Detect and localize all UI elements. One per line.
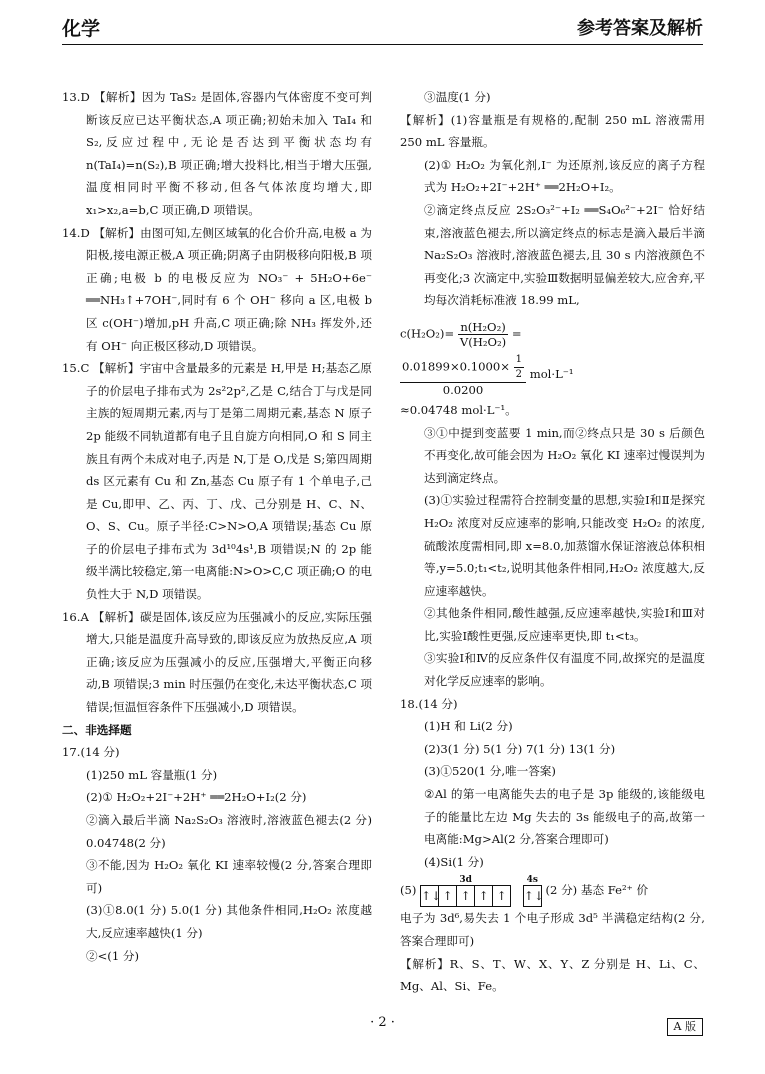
orbital-4s (523, 875, 542, 907)
unit-label: mol·L⁻¹ (529, 366, 574, 381)
orbital-box: ↑↓ (421, 889, 442, 904)
orbital-suffix: (2 分) 基态 Fe²⁺ 价 (545, 883, 649, 898)
orbital-diagram-line (400, 875, 705, 907)
paragraph: (4)Si(1 分) (424, 854, 484, 869)
paragraph: 14.D 【解析】由图可知,左侧区域氧的化合价升高,电极 a 为阳极,接电源正极,A 项正确;阴离子由阴极移向阳极,B 项正确;电极 b 的电极反应为 NO₃⁻ + 5H₂O+6e⁻ ══NH₃↑+7OH⁻,同时有 6 个 OH⁻ 移向 a 区,电极 b 区 c(OH⁻)增加,pH 升高,C 项正确;除 NH₃ 挥发外,还有 OH⁻ 向正极区移动,D 项错误。 (62, 225, 372, 353)
paragraph: (3)①520(1 分,唯一答案) (424, 764, 556, 779)
page-number: · 2 · (370, 1015, 395, 1030)
paragraph: ②滴入最后半滴 Na₂S₂O₃ 溶液时,溶液蓝色褪去(2 分) 0.04748(2 分) (86, 813, 372, 850)
page-header (62, 14, 703, 44)
orbital-box: ↑ (456, 886, 474, 906)
paragraph: ②<(1 分) (86, 948, 140, 963)
paragraph: 16.A 【解析】碳是固体,该反应为压强减小的反应,实际压强增大,只能是温度升高导致的,即该反应为放热反应,A 项正确;该反应为压强减小的反应,压强增大,平衡正向移动,B 项错误;3 min 时压强仍在变化,未达平衡状态,C 项错误;恒温恒容条件下压强减小,D 项错误。 (62, 609, 372, 715)
paragraph: (3)①8.0(1 分) 5.0(1 分) 其他条件相同,H₂O₂ 浓度越大,反应速率越快(1 分) (86, 903, 372, 940)
paragraph: ②其他条件相同,酸性越强,反应速率越快,实验Ⅰ和Ⅲ对比,实验Ⅰ酸性更强,反应速率更快,即 t₁<t₃。 (424, 606, 705, 643)
orbital-4s-label: 4s (526, 875, 538, 886)
paragraph: 【解析】(1)容量瓶是有规格的,配制 250 mL 溶液需用 250 mL 容量瓶。 (400, 112, 705, 150)
paragraph: ③温度(1 分) (424, 90, 491, 104)
formula-result: ≈0.04748 mol·L⁻¹。 (400, 402, 517, 417)
orbital-prefix: (5) (400, 883, 417, 898)
subject-title: 化学 (62, 18, 101, 40)
header-divider (62, 44, 703, 45)
paragraph: ②Al 的第一电离能失去的电子是 3p 能级的,该能级电子的能量比左边 Mg 失去的 3s 能级电子的高,故第一电离能:Mg>Al(2 分,答案合理即可) (424, 787, 705, 847)
ratio-fraction (458, 320, 508, 349)
paragraph: 13.D 【解析】因为 TaS₂ 是固体,容器内气体密度不变可判断该反应已达平衡状态,A 项正确;初始未加入 TaI₄ 和 S₂,反应过程中,无论是否达到平衡状态均有 n(TaI₄)=n(S₂),B 项正确;增大投料比,相当于增大压强,温度相同时平衡不移动,但各气体浓度均增大,即 x₁>x₂,a=b,C 项正确,D 项错误。 (62, 90, 372, 217)
half-fraction (514, 353, 524, 382)
paragraph: 18.(14 分) (400, 696, 458, 711)
left-column (62, 86, 372, 967)
orbital-3d-boxes (420, 885, 511, 907)
paragraph: (3)①实验过程需符合控制变量的思想,实验Ⅰ和Ⅱ是探究 H₂O₂ 浓度对反应速率的影响,只能改变 H₂O₂ 的浓度,硫酸浓度需相同,即 x=8.0,加蒸馏水保证溶液总体积相等,y=5.0;t₁<t₂,说明其他条件相同,H₂O₂ 浓度越大,反应速率越快。 (424, 493, 705, 598)
value-numerator: 0.01899×0.1000× (402, 359, 510, 374)
paragraph: 15.C 【解析】宇宙中含量最多的元素是 H,甲是 H;基态乙原子的价层电子排布式为 2s²2p²,乙是 C,结合丁与戊是同主族的短周期元素,丙与丁是第二周期元素,基态 N 原子 2p 能级不同轨道都有电子且自旋方向相同,O 和 S 同主族且有两个未成对电子,丙是 N,丁是 O,戊是 S;第四周期 ds 区元素有 Cu 和 Zn,基态 Cu 原子有 1 个单电子,己是 Cu,即甲、乙、丙、丁、戊、己分别是 H、C、N、O、S、Cu。原子半径:C>N>O,A 项错误;基态 Cu 原子的价层电子排布式为 3d¹⁰4s¹,B 项错误;N 的 2p 能级半满比较稳定,第一电离能:N>O>C,C 项正确;O 的电负性大于 N,D 项错误。 (62, 361, 372, 602)
right-column (400, 86, 705, 998)
half-denominator: 2 (515, 368, 523, 380)
paragraph: ③不能,因为 H₂O₂ 氧化 KI 速率较慢(2 分,答案合理即可) (86, 858, 372, 895)
paragraph: (2)3(1 分) 5(1 分) 7(1 分) 13(1 分) (424, 741, 616, 756)
fraction-numerator: n(H₂O₂) (458, 320, 508, 335)
fraction-denominator: V(H₂O₂) (459, 334, 507, 349)
orbital-3d-label: 3d (459, 875, 472, 886)
paragraph: 二、非选择题 (62, 722, 132, 737)
orbital-4s-boxes (523, 885, 542, 907)
paragraph: (2)① H₂O₂+2I⁻+2H⁺ ══2H₂O+I₂(2 分) (86, 790, 307, 805)
equals-sign: = (511, 326, 522, 341)
paragraph: (1)250 mL 容量瓶(1 分) (86, 767, 218, 782)
orbital-box: ↑ (438, 886, 456, 906)
paragraph: 电子为 3d⁶,易失去 1 个电子形成 3d⁵ 半满稳定结构(2 分,答案合理即可) (400, 911, 705, 948)
paragraph: ③①中提到变蓝要 1 min,而②终点只是 30 s 后颜色不再变化,故可能会因为 H₂O₂ 氧化 KI 速率过慢误判为达到滴定终点。 (424, 425, 705, 485)
orbital-box: ↑ (492, 886, 510, 906)
half-numerator: 1 (514, 353, 524, 368)
orbital-3d (420, 875, 511, 907)
value-denominator: 0.0200 (442, 382, 484, 397)
paragraph: 【解析】R、S、T、W、X、Y、Z 分别是 H、Li、C、Mg、Al、Si、Fe。 (400, 956, 705, 994)
value-fraction (400, 353, 526, 397)
paragraph: (1)H 和 Li(2 分) (424, 719, 513, 734)
paragraph: ③实验Ⅰ和Ⅳ的反应条件仅有温度不同,故探究的是温度对化学反应速率的影响。 (424, 651, 705, 689)
paragraph: 17.(14 分) (62, 745, 120, 760)
orbital-box: ↑ (474, 886, 492, 906)
version-badge: A 版 (667, 1018, 703, 1036)
paragraph: ②滴定终点反应 2S₂O₃²⁻+I₂ ══S₄O₆²⁻+2I⁻ 恰好结束,溶液蓝色褪去,所以滴定终点的标志是滴入最后半滴 Na₂S₂O₃ 溶液时,溶液蓝色褪去,且 30 s 内溶液颜色不再变化;3 次滴定中,实验Ⅲ数据明显偏差较大,应舍弃,平均每次消耗标准液 18.99 mL, (424, 202, 705, 308)
paragraph: (2)① H₂O₂ 为氧化剂,I⁻ 为还原剂,该反应的离子方程式为 H₂O₂+2I⁻+2H⁺ ══2H₂O+I₂。 (424, 157, 705, 195)
orbital-box: ↑↓ (523, 889, 544, 904)
section-title: 参考答案及解析 (577, 18, 703, 39)
formula-lhs: c(H₂O₂)= (400, 326, 455, 341)
concentration-formula (400, 320, 705, 422)
